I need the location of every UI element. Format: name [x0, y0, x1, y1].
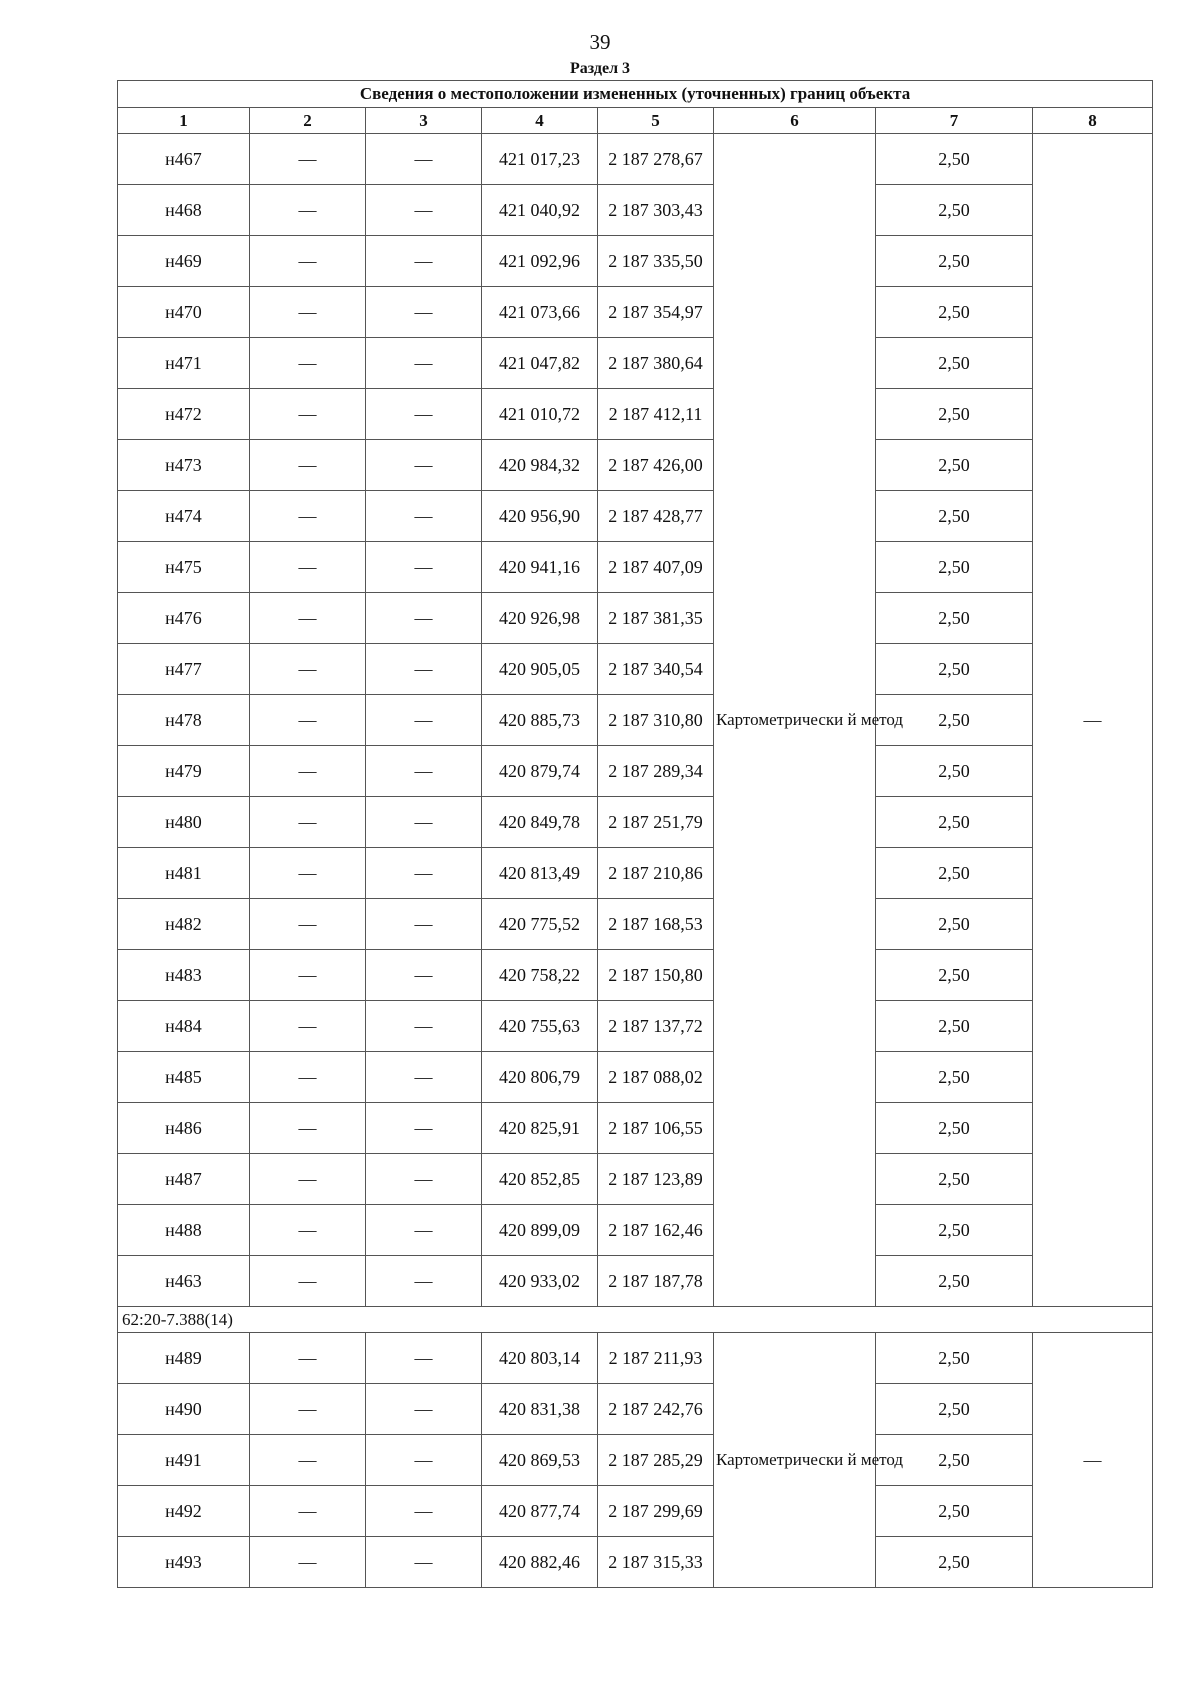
point-name-cell: н489: [118, 1333, 250, 1384]
column-8-cell: —: [1033, 1333, 1153, 1588]
column-3-cell: —: [366, 491, 482, 542]
column-2-cell: —: [250, 1435, 366, 1486]
column-3-cell: —: [366, 1435, 482, 1486]
coordinate-x-cell: 421 073,66: [482, 287, 598, 338]
point-name-cell: н470: [118, 287, 250, 338]
point-name-cell: н490: [118, 1384, 250, 1435]
coordinate-x-cell: 420 775,52: [482, 899, 598, 950]
column-2-cell: —: [250, 440, 366, 491]
column-3-cell: —: [366, 542, 482, 593]
column-3-cell: —: [366, 440, 482, 491]
precision-cell: 2,50: [876, 1001, 1033, 1052]
column-3-cell: —: [366, 797, 482, 848]
column-number-4: 4: [482, 108, 598, 134]
coordinate-y-cell: 2 187 303,43: [598, 185, 714, 236]
column-2-cell: —: [250, 1154, 366, 1205]
point-name-cell: н488: [118, 1205, 250, 1256]
column-3-cell: —: [366, 1537, 482, 1588]
column-3-cell: —: [366, 287, 482, 338]
point-name-cell: н475: [118, 542, 250, 593]
coordinate-y-cell: 2 187 137,72: [598, 1001, 714, 1052]
precision-cell: 2,50: [876, 593, 1033, 644]
column-2-cell: —: [250, 338, 366, 389]
point-name-cell: н484: [118, 1001, 250, 1052]
precision-cell: 2,50: [876, 1486, 1033, 1537]
coordinate-y-cell: 2 187 278,67: [598, 134, 714, 185]
column-2-cell: —: [250, 1333, 366, 1384]
table-row: [118, 1333, 1153, 1384]
column-3-cell: —: [366, 1052, 482, 1103]
coordinate-x-cell: 420 755,63: [482, 1001, 598, 1052]
coordinate-x-cell: 421 040,92: [482, 185, 598, 236]
column-3-cell: —: [366, 185, 482, 236]
table-row: [118, 1435, 1153, 1486]
point-name-cell: н493: [118, 1537, 250, 1588]
coordinate-x-cell: 421 017,23: [482, 134, 598, 185]
coordinate-x-cell: 420 984,32: [482, 440, 598, 491]
precision-cell: 2,50: [876, 287, 1033, 338]
coordinate-x-cell: 420 882,46: [482, 1537, 598, 1588]
column-2-cell: —: [250, 695, 366, 746]
column-2-cell: —: [250, 644, 366, 695]
column-3-cell: —: [366, 389, 482, 440]
coordinate-y-cell: 2 187 088,02: [598, 1052, 714, 1103]
point-name-cell: н469: [118, 236, 250, 287]
column-2-cell: —: [250, 950, 366, 1001]
table-body: [118, 81, 1153, 1588]
precision-cell: 2,50: [876, 1333, 1033, 1384]
point-name-cell: н477: [118, 644, 250, 695]
column-2-cell: —: [250, 746, 366, 797]
coordinate-x-cell: 420 956,90: [482, 491, 598, 542]
precision-cell: 2,50: [876, 797, 1033, 848]
precision-cell: 2,50: [876, 1256, 1033, 1307]
precision-cell: 2,50: [876, 185, 1033, 236]
table-row: [118, 185, 1153, 236]
table-row: [118, 1384, 1153, 1435]
column-2-cell: —: [250, 1052, 366, 1103]
table-caption: Сведения о местоположении измененных (уточненных) границ объекта: [118, 81, 1153, 108]
table-row: [118, 1052, 1153, 1103]
point-name-cell: н476: [118, 593, 250, 644]
column-3-cell: —: [366, 134, 482, 185]
table-row: [118, 848, 1153, 899]
coordinate-x-cell: 420 813,49: [482, 848, 598, 899]
page-number: 39: [589, 30, 611, 54]
precision-cell: 2,50: [876, 1384, 1033, 1435]
coordinate-y-cell: 2 187 412,11: [598, 389, 714, 440]
point-name-cell: н491: [118, 1435, 250, 1486]
column-2-cell: —: [250, 389, 366, 440]
table-row: [118, 134, 1153, 185]
column-number-5: 5: [598, 108, 714, 134]
coordinate-x-cell: 420 758,22: [482, 950, 598, 1001]
precision-cell: 2,50: [876, 1205, 1033, 1256]
precision-cell: 2,50: [876, 950, 1033, 1001]
column-3-cell: —: [366, 338, 482, 389]
coordinate-x-cell: 420 885,73: [482, 695, 598, 746]
coordinate-x-cell: 420 849,78: [482, 797, 598, 848]
column-number-row: [118, 108, 1153, 134]
point-name-cell: н487: [118, 1154, 250, 1205]
table-row: [118, 389, 1153, 440]
coordinate-x-cell: 421 092,96: [482, 236, 598, 287]
column-2-cell: —: [250, 542, 366, 593]
group-label: 62:20-7.388(14): [118, 1307, 1153, 1333]
coordinate-x-cell: 420 825,91: [482, 1103, 598, 1154]
column-2-cell: —: [250, 134, 366, 185]
column-number-2: 2: [250, 108, 366, 134]
table-row: [118, 1154, 1153, 1205]
column-number-6: 6: [714, 108, 876, 134]
coordinate-x-cell: 420 933,02: [482, 1256, 598, 1307]
table-row: [118, 236, 1153, 287]
precision-cell: 2,50: [876, 1154, 1033, 1205]
column-2-cell: —: [250, 848, 366, 899]
point-name-cell: н467: [118, 134, 250, 185]
coordinate-x-cell: 420 879,74: [482, 746, 598, 797]
precision-cell: 2,50: [876, 644, 1033, 695]
column-3-cell: —: [366, 236, 482, 287]
table-row: [118, 797, 1153, 848]
column-2-cell: —: [250, 1486, 366, 1537]
method-cell: Картометрически й метод: [714, 1333, 876, 1588]
column-2-cell: —: [250, 899, 366, 950]
table-row: [118, 1103, 1153, 1154]
column-2-cell: —: [250, 491, 366, 542]
column-3-cell: —: [366, 746, 482, 797]
point-name-cell: н468: [118, 185, 250, 236]
point-name-cell: н478: [118, 695, 250, 746]
coordinate-y-cell: 2 187 210,86: [598, 848, 714, 899]
coordinate-y-cell: 2 187 381,35: [598, 593, 714, 644]
coordinate-y-cell: 2 187 106,55: [598, 1103, 714, 1154]
column-3-cell: —: [366, 1154, 482, 1205]
column-3-cell: —: [366, 848, 482, 899]
column-3-cell: —: [366, 1205, 482, 1256]
precision-cell: 2,50: [876, 1537, 1033, 1588]
column-2-cell: —: [250, 1384, 366, 1435]
column-2-cell: —: [250, 1205, 366, 1256]
coordinate-y-cell: 2 187 310,80: [598, 695, 714, 746]
precision-cell: 2,50: [876, 236, 1033, 287]
table-row: [118, 746, 1153, 797]
column-2-cell: —: [250, 1537, 366, 1588]
coordinate-x-cell: 421 010,72: [482, 389, 598, 440]
column-2-cell: —: [250, 236, 366, 287]
coordinate-y-cell: 2 187 380,64: [598, 338, 714, 389]
table-row: [118, 338, 1153, 389]
coordinate-y-cell: 2 187 123,89: [598, 1154, 714, 1205]
point-name-cell: н473: [118, 440, 250, 491]
table-row: [118, 542, 1153, 593]
precision-cell: 2,50: [876, 695, 1033, 746]
coordinate-y-cell: 2 187 285,29: [598, 1435, 714, 1486]
column-3-cell: —: [366, 899, 482, 950]
point-name-cell: н471: [118, 338, 250, 389]
column-2-cell: —: [250, 1001, 366, 1052]
point-name-cell: н482: [118, 899, 250, 950]
precision-cell: 2,50: [876, 848, 1033, 899]
column-number-1: 1: [118, 108, 250, 134]
coordinate-y-cell: 2 187 299,69: [598, 1486, 714, 1537]
boundary-table: [117, 80, 1153, 1588]
coordinate-x-cell: 420 806,79: [482, 1052, 598, 1103]
point-name-cell: н486: [118, 1103, 250, 1154]
column-2-cell: —: [250, 1256, 366, 1307]
precision-cell: 2,50: [876, 1103, 1033, 1154]
column-number-3: 3: [366, 108, 482, 134]
column-3-cell: —: [366, 695, 482, 746]
coordinate-x-cell: 420 899,09: [482, 1205, 598, 1256]
column-3-cell: —: [366, 950, 482, 1001]
coordinate-x-cell: 420 877,74: [482, 1486, 598, 1537]
precision-cell: 2,50: [876, 1435, 1033, 1486]
precision-cell: 2,50: [876, 134, 1033, 185]
table-row: [118, 899, 1153, 950]
coordinate-y-cell: 2 187 426,00: [598, 440, 714, 491]
coordinate-y-cell: 2 187 211,93: [598, 1333, 714, 1384]
column-8-cell: —: [1033, 134, 1153, 1307]
coordinate-y-cell: 2 187 335,50: [598, 236, 714, 287]
table-row: [118, 1001, 1153, 1052]
table-row: [118, 1205, 1153, 1256]
coordinate-x-cell: 420 926,98: [482, 593, 598, 644]
precision-cell: 2,50: [876, 899, 1033, 950]
point-name-cell: н463: [118, 1256, 250, 1307]
coordinate-x-cell: 420 852,85: [482, 1154, 598, 1205]
coordinate-y-cell: 2 187 407,09: [598, 542, 714, 593]
coordinate-y-cell: 2 187 354,97: [598, 287, 714, 338]
coordinate-x-cell: 420 869,53: [482, 1435, 598, 1486]
column-number-8: 8: [1033, 108, 1153, 134]
precision-cell: 2,50: [876, 389, 1033, 440]
column-2-cell: —: [250, 1103, 366, 1154]
table-row: [118, 491, 1153, 542]
table-row: [118, 1537, 1153, 1588]
coordinate-y-cell: 2 187 187,78: [598, 1256, 714, 1307]
column-3-cell: —: [366, 1486, 482, 1537]
column-number-7: 7: [876, 108, 1033, 134]
table-row: [118, 1256, 1153, 1307]
precision-cell: 2,50: [876, 1052, 1033, 1103]
precision-cell: 2,50: [876, 338, 1033, 389]
table-row: [118, 593, 1153, 644]
group-label-row: [118, 1307, 1153, 1333]
column-3-cell: —: [366, 1001, 482, 1052]
table-row: [118, 440, 1153, 491]
coordinate-x-cell: 420 803,14: [482, 1333, 598, 1384]
coordinate-y-cell: 2 187 340,54: [598, 644, 714, 695]
column-3-cell: —: [366, 644, 482, 695]
table-row: [118, 695, 1153, 746]
coordinate-x-cell: 420 831,38: [482, 1384, 598, 1435]
table-row: [118, 644, 1153, 695]
coordinate-y-cell: 2 187 162,46: [598, 1205, 714, 1256]
column-3-cell: —: [366, 1333, 482, 1384]
table-row: [118, 950, 1153, 1001]
point-name-cell: н479: [118, 746, 250, 797]
column-3-cell: —: [366, 593, 482, 644]
coordinate-y-cell: 2 187 428,77: [598, 491, 714, 542]
coordinate-x-cell: 420 941,16: [482, 542, 598, 593]
coordinate-y-cell: 2 187 150,80: [598, 950, 714, 1001]
table-caption-row: [118, 81, 1153, 108]
column-2-cell: —: [250, 287, 366, 338]
point-name-cell: н474: [118, 491, 250, 542]
column-3-cell: —: [366, 1103, 482, 1154]
column-3-cell: —: [366, 1256, 482, 1307]
coordinate-y-cell: 2 187 168,53: [598, 899, 714, 950]
method-cell: Картометрически й метод: [714, 134, 876, 1307]
coordinate-y-cell: 2 187 251,79: [598, 797, 714, 848]
column-2-cell: —: [250, 185, 366, 236]
precision-cell: 2,50: [876, 491, 1033, 542]
point-name-cell: н480: [118, 797, 250, 848]
point-name-cell: н483: [118, 950, 250, 1001]
coordinate-x-cell: 421 047,82: [482, 338, 598, 389]
coordinate-y-cell: 2 187 242,76: [598, 1384, 714, 1435]
column-3-cell: —: [366, 1384, 482, 1435]
table-row: [118, 1486, 1153, 1537]
point-name-cell: н492: [118, 1486, 250, 1537]
coordinate-y-cell: 2 187 315,33: [598, 1537, 714, 1588]
point-name-cell: н472: [118, 389, 250, 440]
table-row: [118, 287, 1153, 338]
coordinate-y-cell: 2 187 289,34: [598, 746, 714, 797]
column-2-cell: —: [250, 593, 366, 644]
point-name-cell: н481: [118, 848, 250, 899]
column-2-cell: —: [250, 797, 366, 848]
precision-cell: 2,50: [876, 542, 1033, 593]
point-name-cell: н485: [118, 1052, 250, 1103]
coordinate-x-cell: 420 905,05: [482, 644, 598, 695]
section-title: Раздел 3: [569, 60, 631, 77]
precision-cell: 2,50: [876, 440, 1033, 491]
precision-cell: 2,50: [876, 746, 1033, 797]
